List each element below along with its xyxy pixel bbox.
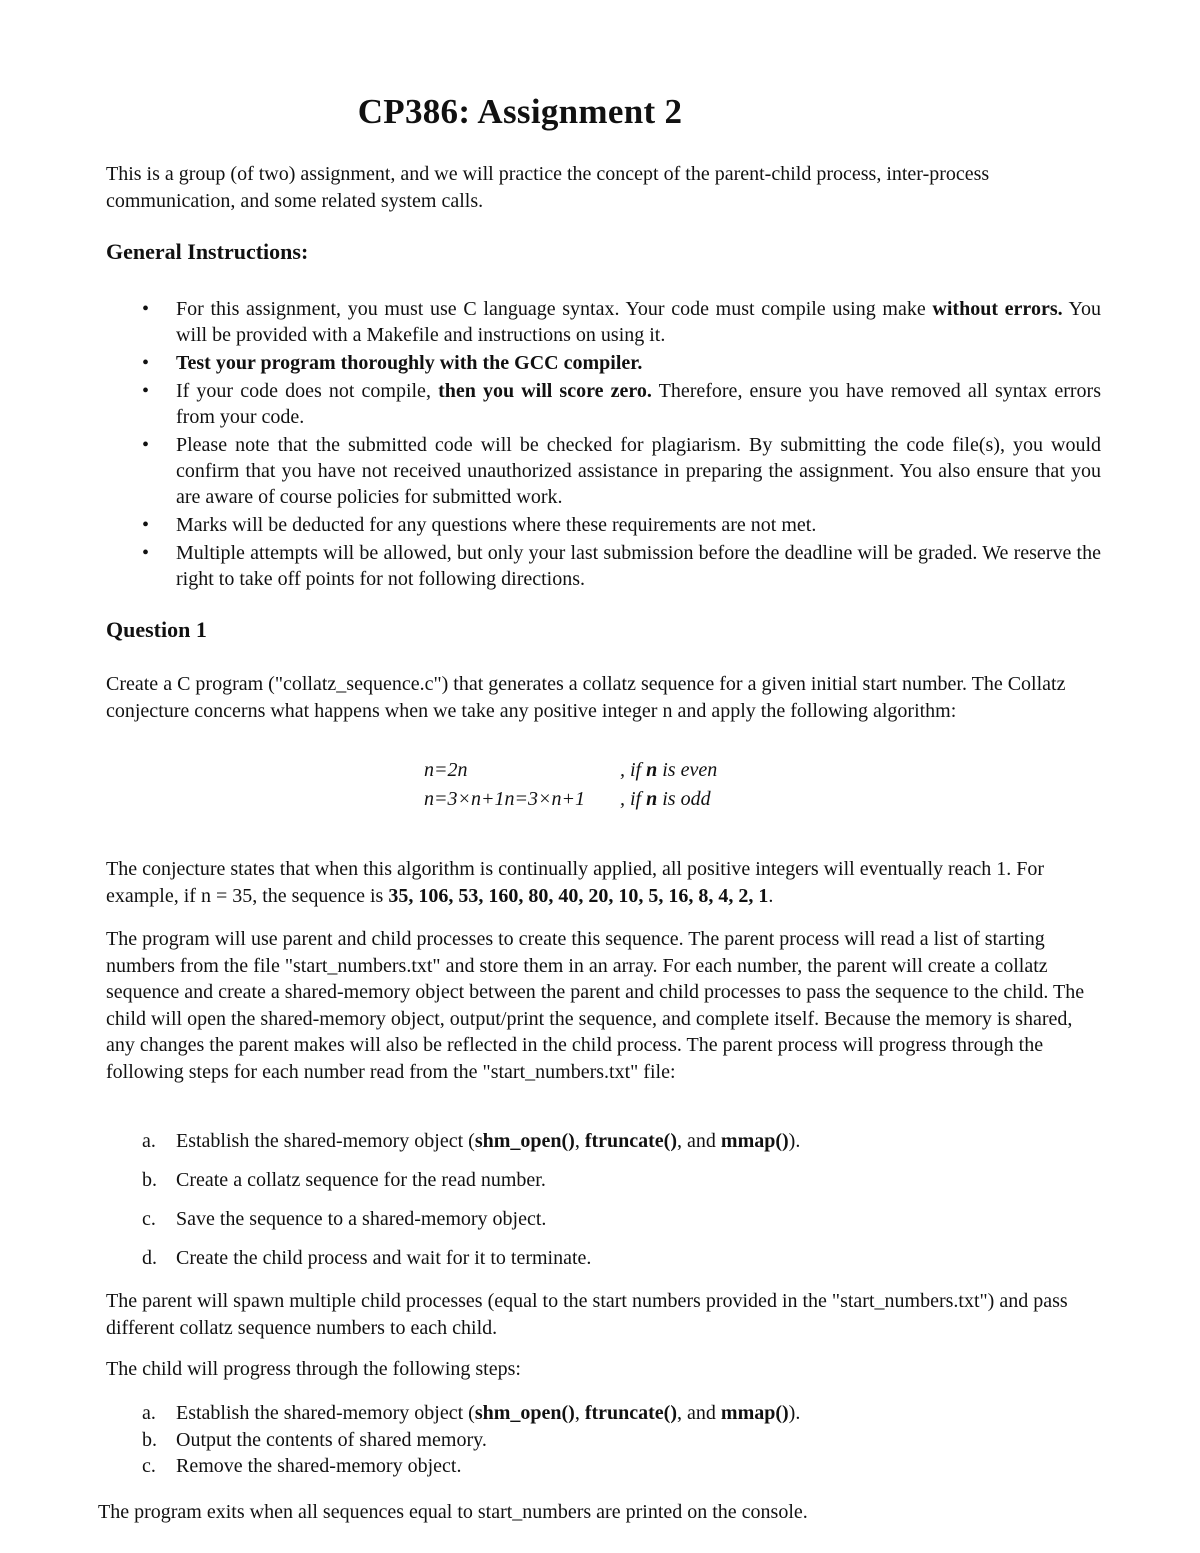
step-marker: c. — [142, 1455, 156, 1477]
parent-step: a. Establish the shared-memory object (shm_open(), ftruncate(), and mmap()). — [142, 1130, 801, 1152]
step-text: Remove the shared-memory object. — [176, 1455, 462, 1477]
parent-step — [106, 1206, 1101, 1232]
instruction-text: Please note that the submitted code will be checked for plagiarism. By submitting the code file(s), you would confirm that you have not received unauthorized assistance in preparing the assignment. You also ensure that you are aware of course policies for submitted work. — [176, 434, 1101, 508]
parent-step — [106, 1167, 1101, 1193]
instruction-item — [106, 432, 1101, 510]
instruction-text: You will be provided with a Makefile and instructions on using it. — [176, 298, 1101, 346]
bullet-icon: • — [142, 514, 150, 536]
question-1-intro: Create a C program ("collatz_sequence.c") that generates a collatz sequence for a given initial start number. The Collatz conjecture concerns what happens when we take any positive integer n and apply the following algorithm: — [106, 673, 1066, 722]
function-name: shm_open() — [474, 1130, 575, 1152]
instruction-item — [106, 512, 1101, 538]
child-step: a. Establish the shared-memory object (shm_open(), ftruncate(), and mmap()). — [106, 1400, 1101, 1427]
step-text: Create the child process and wait for it to terminate. — [176, 1247, 592, 1269]
step-marker: c. — [142, 1208, 156, 1230]
formula-condition: , if n is even — [620, 759, 718, 781]
formula-condition: , if n is odd — [620, 788, 711, 810]
step-marker: a. — [142, 1402, 156, 1424]
instructions-list — [106, 296, 1101, 594]
formula-row-odd — [424, 785, 717, 814]
collatz-formula — [424, 756, 717, 814]
child-step — [106, 1427, 1101, 1454]
instruction-item — [106, 296, 1101, 348]
bullet-icon: • — [142, 352, 150, 374]
function-name: ftruncate() — [584, 1130, 678, 1152]
step-text: Create a collatz sequence for the read number. — [176, 1169, 546, 1191]
instruction-emphasis: without errors. — [932, 298, 1063, 320]
intro-paragraph: This is a group (of two) assignment, and we will practice the concept of the parent-child process, inter-process communication, and some related system calls. — [106, 163, 990, 212]
child-step — [106, 1453, 1101, 1480]
question-1-heading: Question 1 — [106, 617, 207, 642]
function-name: mmap() — [720, 1130, 789, 1152]
bullet-icon: • — [142, 542, 150, 564]
document-title: CP386: Assignment 2 — [357, 92, 683, 131]
instruction-item — [106, 350, 1101, 376]
step-text: Save the sequence to a shared-memory object. — [176, 1208, 547, 1230]
instruction-text: Marks will be deducted for any questions where these requirements are not met. — [176, 514, 817, 536]
function-name: mmap() — [720, 1402, 789, 1424]
child-steps-list — [106, 1400, 1101, 1480]
step-text: Output the contents of shared memory. — [176, 1428, 487, 1451]
bullet-icon: • — [142, 298, 150, 320]
conjecture-paragraph: The conjecture states that when this algorithm is continually applied, all positive integers will eventually reach 1. For example, if n = 35, the sequence is 35, 106, 53, 160, 80, 40, 20, 10, 5, 16, 8, 4, 2, 1. — [106, 858, 1045, 907]
step-marker: b. — [142, 1169, 157, 1191]
example-sequence: 35, 106, 53, 160, 80, 40, 20, 10, 5, 16, 8, 4, 2, 1 — [388, 884, 769, 907]
step-marker: d. — [142, 1247, 157, 1269]
exit-paragraph: The program exits when all sequences equal to start_numbers are printed on the console. — [98, 1501, 808, 1523]
spawn-paragraph: The parent will spawn multiple child processes (equal to the start numbers provided in the "start_numbers.txt") and pass different collatz sequence numbers to each child. — [106, 1290, 1068, 1339]
instruction-emphasis: then you will score zero. — [438, 380, 652, 402]
instruction-text: Therefore, ensure you have removed all syntax errors from your code. — [176, 380, 1101, 428]
instruction-item — [106, 540, 1101, 592]
function-name: ftruncate() — [584, 1402, 678, 1424]
instruction-item — [106, 378, 1101, 430]
instruction-text: For this assignment, you must use C language syntax. Your code must compile using make — [176, 298, 933, 320]
parent-steps-list — [106, 1128, 1101, 1284]
formula-lhs: n=3×n+1n=3×n+1 — [424, 788, 585, 810]
conjecture-text: The conjecture states that when this algorithm is continually applied, all positive integers will eventually reach 1. For example, if n = 35, the sequence is — [106, 858, 1045, 907]
step-marker: b. — [142, 1428, 157, 1451]
bullet-icon: • — [142, 434, 150, 456]
instruction-text: If your code does not compile, — [176, 380, 439, 402]
instruction-emphasis: Test your program thoroughly with the GCC compiler. — [176, 352, 643, 374]
parent-step — [106, 1245, 1101, 1271]
function-name: shm_open() — [474, 1402, 575, 1424]
general-instructions-heading: General Instructions: — [106, 239, 309, 264]
instruction-text: Multiple attempts will be allowed, but only your last submission before the deadline will be graded. We reserve the right to take off points for not following directions. — [176, 542, 1101, 590]
step-marker: a. — [142, 1130, 156, 1152]
child-steps-intro: The child will progress through the following steps: — [106, 1358, 521, 1380]
formula-lhs: n=2n — [424, 759, 468, 781]
parent-process-paragraph: The program will use parent and child processes to create this sequence. The parent process will read a list of starting numbers from the file "start_numbers.txt" and store them in an array. For each number, the parent will create a collatz sequence and create a shared-memory object between the parent and child processes to pass the sequence to the child. The child will open the shared-memory object, output/print the sequence, and complete itself. Because the memory is shared, any changes the parent makes will also be reflected in the child process. The parent process will progress through the following steps for each number read from the "start_numbers.txt" file: — [106, 928, 1085, 1083]
bullet-icon: • — [142, 380, 150, 402]
formula-row-even — [424, 756, 717, 785]
